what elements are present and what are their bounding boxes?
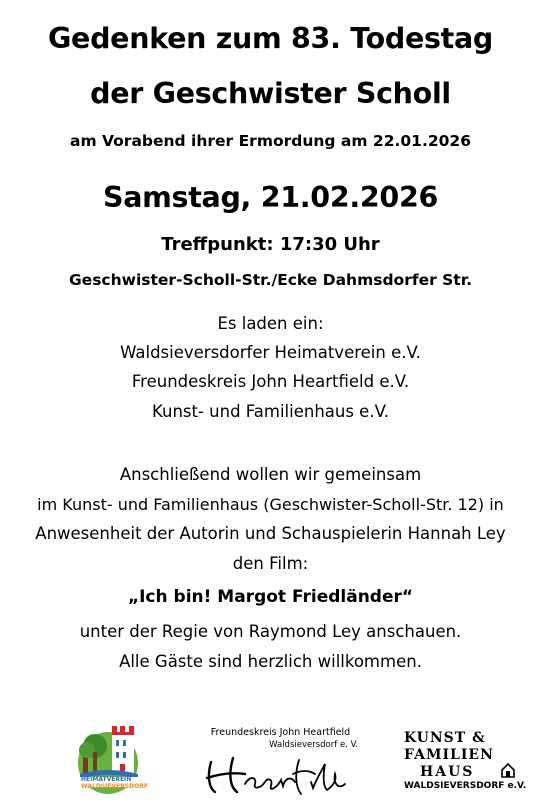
meeting-time: Treffpunkt: 17:30 Uhr [161,234,380,255]
program-line: Anwesenheit der Autorin und Schauspielerin Hannah Ley [35,524,506,543]
closing-line: Alle Gäste sind herzlich willkommen. [119,652,422,671]
program-line: im Kunst- und Familienhaus (Geschwister-Scholl-Str. 12) in [37,495,504,514]
invitation-intro: Es laden ein: [217,314,324,333]
kunsthaus-logo [402,729,527,793]
host-heimatverein: Waldsieversdorfer Heimatverein e.V. [120,343,421,362]
heimatverein-logo-text-bottom: WALDSIEVERSDORF [81,783,148,790]
subheading: am Vorabend ihrer Ermordung am 22.01.2026 [70,132,471,150]
house-icon [501,762,515,778]
heading-line-2: der Geschwister Scholl [90,77,451,110]
heimatverein-logo-text-top: HEIMATVEREIN [81,776,132,783]
host-freundeskreis: Freundeskreis John Heartfield e.V. [131,372,410,391]
heartfield-logo-line-2: Waldsieversdorf e. V. [269,740,358,750]
host-kunsthaus: Kunst- und Familienhaus e.V. [151,402,389,421]
heartfield-logo [203,727,358,797]
film-title: „Ich bin! Margot Friedländer“ [127,587,414,607]
kunsthaus-logo-line-1: KUNST & [404,730,486,746]
heartfield-signature-icon [203,752,358,797]
heimatverein-logo [68,716,208,798]
kunsthaus-logo-line-2: FAMILIEN [404,747,494,763]
meeting-place: Geschwister-Scholl-Str./Ecke Dahmsdorfer Str. [68,271,473,289]
closing-line: unter der Regie von Raymond Ley anschauen. [79,622,462,641]
program-line: den Film: [232,554,309,573]
heading-line-1: Gedenken zum 83. Todestag [47,22,494,55]
heartfield-logo-line-1: Freundeskreis John Heartfield [210,727,351,738]
kunsthaus-logo-line-4: WALDSIEVERSDORF e.V. [404,781,527,791]
program-line: Anschließend wollen wir gemeinsam [119,465,422,484]
kunsthaus-logo-line-3: HAUS [420,764,475,780]
event-date: Samstag, 21.02.2026 [102,181,439,214]
